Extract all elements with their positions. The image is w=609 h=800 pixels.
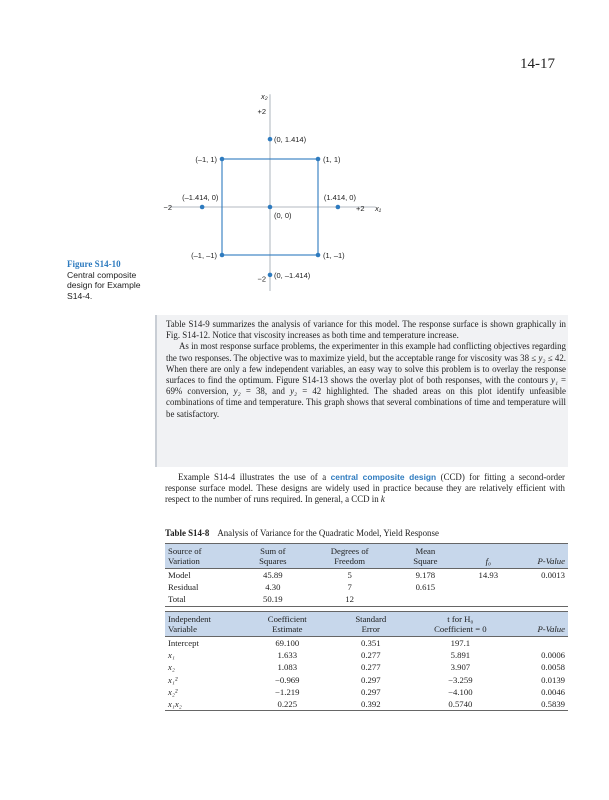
y-tick-pos2: +2 — [257, 107, 266, 116]
table-header-cell: Mean Square — [391, 544, 460, 569]
design-point-label: (0, 0) — [274, 211, 292, 220]
table-header-cell: Coefficient Estimate — [244, 612, 330, 637]
table-cell: 7 — [347, 582, 352, 593]
table-cell: Residual — [168, 582, 199, 593]
table-cell: 0.5839 — [509, 698, 568, 711]
table-cell: 0.0006 — [541, 650, 565, 661]
table-row — [165, 581, 568, 593]
design-point-label: (0, –1.414) — [274, 270, 311, 280]
table-header-cell: P-Value — [509, 612, 568, 637]
central-composite-design-figure — [160, 80, 420, 300]
table-cell: 1.633 — [277, 650, 298, 661]
table-row — [165, 674, 568, 686]
x-axis-label: x₁ — [375, 204, 382, 213]
table-cell: −4.100 — [448, 686, 473, 697]
table-header-cell: t for H₀ Coefficient = 0 — [411, 612, 509, 637]
table-cell: −1.219 — [275, 686, 300, 697]
design-point-label: (0, 1.414) — [274, 135, 307, 145]
design-point — [220, 253, 225, 258]
design-points — [182, 135, 356, 280]
table-header-cell: P-Value — [517, 544, 568, 569]
design-point — [200, 205, 205, 210]
table-cell — [517, 581, 568, 593]
table-row — [165, 637, 568, 650]
table-cell: 4.30 — [265, 582, 281, 593]
design-point — [316, 157, 321, 162]
table-caption: Table S14-8 Analysis of Variance for the Quadratic Model, Yield Response — [165, 528, 439, 538]
table-header-cell: Source of Variation — [165, 544, 237, 569]
table-cell: Model — [168, 570, 191, 580]
table-cell: 0.225 — [244, 698, 330, 711]
coefficient-table — [165, 611, 568, 711]
table-cell: x₁² — [168, 674, 178, 685]
table-cell: 0.297 — [361, 674, 381, 685]
figure-caption — [67, 259, 159, 301]
table-cell: 197.1 — [450, 638, 471, 648]
y-axis-label: x₂ — [261, 92, 268, 101]
table-row — [165, 686, 568, 698]
table-cell — [517, 593, 568, 606]
table-cell: −0.969 — [275, 674, 300, 685]
table-cell: 0.392 — [330, 698, 411, 711]
x-tick-neg2: −2 — [163, 203, 172, 212]
table-cell: 0.297 — [361, 686, 381, 697]
table-cell: 0.0046 — [541, 686, 565, 697]
design-point-label: (–1.414, 0) — [182, 193, 219, 202]
table-row — [165, 569, 568, 582]
design-point-label: (–1, –1) — [191, 251, 217, 260]
x-tick-pos2: +2 — [356, 204, 365, 213]
design-point-label: (–1, 1) — [195, 155, 217, 164]
shaded-text-block — [155, 315, 568, 467]
design-point — [268, 273, 273, 278]
table-row — [165, 698, 568, 711]
table-cell: 3.907 — [450, 662, 471, 673]
table-header-cell: Degrees of Freedom — [309, 544, 391, 569]
table-cell: 0.277 — [361, 650, 381, 661]
table-row — [165, 649, 568, 661]
table-cell: x₂ — [168, 662, 175, 673]
figure-caption-label: Figure S14-10 — [67, 259, 121, 269]
design-point — [220, 157, 225, 162]
table-cell: 69.100 — [275, 638, 300, 648]
design-point — [336, 205, 341, 210]
axes — [163, 92, 381, 291]
table-row — [165, 593, 568, 606]
table-cell: 5 — [347, 570, 352, 580]
table-cell: 0.5740 — [411, 698, 509, 711]
table-cell: 0.0058 — [541, 662, 565, 673]
table-header-cell: Independent Variable — [165, 612, 244, 637]
design-point-label: (1.414, 0) — [323, 193, 356, 202]
design-point-label: (1, –1) — [323, 251, 345, 260]
table-cell: 0.0013 — [541, 570, 565, 580]
figure-caption-text: Central composite design for Example S14-4. — [67, 269, 141, 301]
anova-table — [165, 543, 568, 607]
y-tick-neg2: −2 — [257, 274, 266, 284]
table-cell — [509, 637, 568, 650]
table-cell — [391, 593, 460, 606]
paragraph-ccd-intro: Example S14-4 illustrates the use of a central composite design (CCD) for fitting a second-order response surface model. These designs are widely used in practice because they are relatively efficient with respect to the number of runs required. In general, a CCD in k — [165, 472, 565, 505]
table-cell: 45.89 — [263, 570, 283, 580]
table-cell: x₁x₂ — [165, 698, 244, 711]
table-cell — [460, 593, 517, 606]
design-point — [268, 137, 273, 142]
table-cell: 50.19 — [237, 593, 308, 606]
table-cell: 0.615 — [415, 582, 436, 593]
table-cell: 5.891 — [450, 650, 471, 661]
paragraph-conflicting-objectives: As in most response surface problems, the experimenter in this example had conflicting objectives regarding the two responses. The objective was to maximize yield, but the acceptable range for viscosity was 38 ≤ y₂ ≤ 42. When there are only a few independent variables, an easy way to solve this problem is to overlay the response surfaces to find the optimum. Figure S14-13 shows the overlay plot of both responses, with the contours y₁ = 69% conversion, y₂ = 38, and y₂ = 42 highlighted. The shaded areas on this plot identify unfeasible combinations of time and temperature. This graph shows that several combinations of time and temperature will be satisfactory. — [166, 341, 566, 419]
table-cell: 14.93 — [478, 570, 499, 580]
table-cell: 0.277 — [361, 662, 381, 673]
paragraph-anova-summary: Table S14-9 summarizes the analysis of variance for this model. The response surface is shown graphically in Fig. S14-12. Notice that viscosity increases as both time and temperature increase. — [166, 319, 566, 341]
table-cell: Intercept — [168, 638, 199, 648]
table-cell: 12 — [309, 593, 391, 606]
table-header-cell: Sum of Squares — [237, 544, 308, 569]
design-point — [268, 205, 273, 210]
table-row — [165, 661, 568, 673]
table-cell: Total — [165, 593, 237, 606]
design-point-label: (1, 1) — [323, 155, 341, 164]
table-cell: 9.178 — [415, 570, 436, 580]
table-cell: x₂² — [168, 686, 178, 697]
table-cell: −3.259 — [448, 674, 473, 685]
table-cell — [460, 581, 517, 593]
page-number: 14-17 — [520, 56, 555, 72]
table-cell: 1.083 — [277, 662, 298, 673]
table-cell: 0.351 — [361, 638, 381, 648]
design-point — [316, 253, 321, 258]
table-cell: x₁ — [168, 650, 175, 661]
term-central-composite-design: central composite design — [330, 472, 437, 482]
table-header-cell: Standard Error — [330, 612, 411, 637]
table-header-cell: f₀ — [460, 544, 517, 569]
table-cell: 0.0139 — [541, 674, 565, 685]
